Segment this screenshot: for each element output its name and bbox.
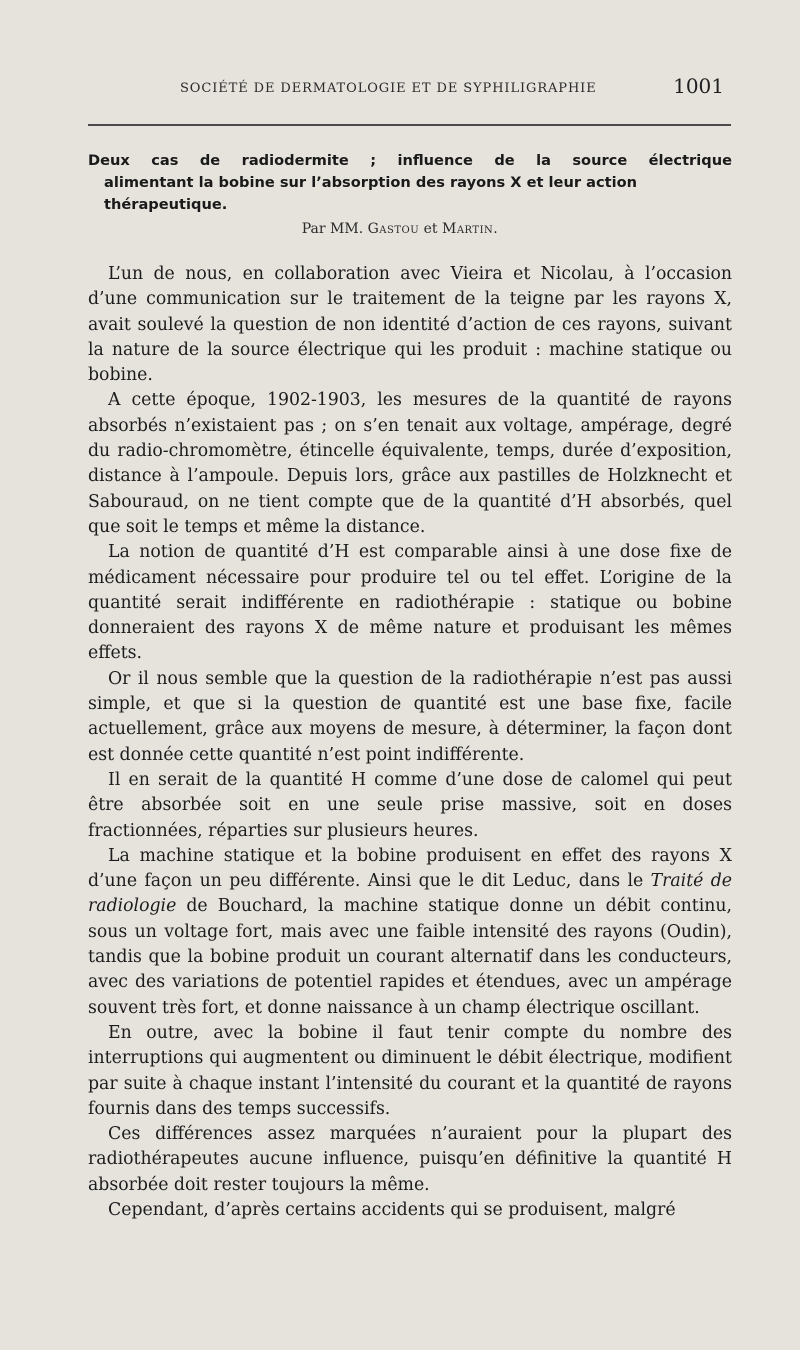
paragraph: La notion de quantité d’H est comparable ainsi à une dose fixe de médicament nécessaire pour produire tel ou tel effet. L’origine de la quantité serait indifférente en radiothérapie : statique ou bobine donneraient des rayons X de même nature et produisant les mêmes effets. xyxy=(88,542,732,664)
article-body xyxy=(88,262,732,1223)
running-title: SOCIÉTÉ DE DERMATOLOGIE ET DE SYPHILIGRAPHIE xyxy=(180,81,597,96)
byline-prefix: Par MM. xyxy=(301,221,364,237)
paragraph: Cependant, d’après certains accidents qui se produisent, malgré xyxy=(108,1199,676,1220)
author-name: Gastou xyxy=(367,221,420,237)
paragraph: Or il nous semble que la question de la radiothérapie n’est pas aussi simple, et que si la question de quantité est une base fixe, facile actuellement, grâce aux moyens de mesure, à déterminer, la façon dont est donnée cette quantité n’est point indifférente. xyxy=(88,668,732,765)
article-title xyxy=(88,150,732,216)
paragraph: Il en serait de la quantité H comme d’une dose de calomel qui peut être absorbée soit en une seule prise massive, soit en doses fractionnées, réparties sur plusieurs heures. xyxy=(88,769,732,841)
title-line: Deux cas de radiodermite ; influence de la source électrique xyxy=(88,152,732,169)
page-number: 1001 xyxy=(673,74,724,98)
title-line: thérapeutique. xyxy=(104,196,228,213)
page-header xyxy=(0,74,732,104)
paragraph: A cette époque, 1902-1903, les mesures de la quantité de rayons absorbés n’existaient pas ; on s’en tenait aux voltage, ampérage, degré du radio-chromomètre, étincelle équivalente, temps, durée d’exposition, distance à l’ampoule. Depuis lors, grâce aux pastilles de Holzknecht et Sabouraud, on ne tient compte que de la quantité d’H absorbés, quel que soit le temps et même la distance. xyxy=(88,390,732,537)
title-line: alimentant la bobine sur l’absorption des rayons X et leur action xyxy=(104,174,638,191)
paragraph-text: de Bouchard, la machine statique donne un débit continu, sous un voltage fort, mais avec une faible intensité des rayons (Oudin), tandis que la bobine produit un courant alternatif dans les conducteurs, avec des variations de potentiel rapides et étendues, avec un ampérage souvent très fort, et donne naissance à un champ électrique oscillant. xyxy=(88,896,732,1018)
paragraph-text: La machine statique et la bobine produisent en effet des rayons X d’une façon un peu différente. Ainsi que le dit Leduc, dans le xyxy=(88,845,732,892)
header-rule xyxy=(88,124,731,126)
paragraph: Ces différences assez marquées n’auraient pour la plupart des radiothérapeutes aucune influence, puisqu’en définitive la quantité H absorbée doit rester toujours la même. xyxy=(88,1124,732,1195)
author-name: Martin. xyxy=(442,221,499,237)
byline xyxy=(0,221,800,237)
byline-conjunction: et xyxy=(423,221,438,237)
book-title: Traité de radiologie xyxy=(88,871,733,917)
paragraph xyxy=(88,844,732,1021)
paragraph: L’un de nous, en collaboration avec Vieira et Nicolau, à l’occasion d’une communication sur le traitement de la teigne par les rayons X, avait soulevé la question de non identité d’action de ces rayons, suivant la nature de la source électrique qui les produit : machine statique ou bobine. xyxy=(88,264,732,386)
paragraph: En outre, avec la bobine il faut tenir compte du nombre des interruptions qui augmentent ou diminuent le débit électrique, modifient par suite à chaque instant l’intensité du courant et la quantité de rayons fournis dans des temps successifs. xyxy=(88,1022,732,1119)
